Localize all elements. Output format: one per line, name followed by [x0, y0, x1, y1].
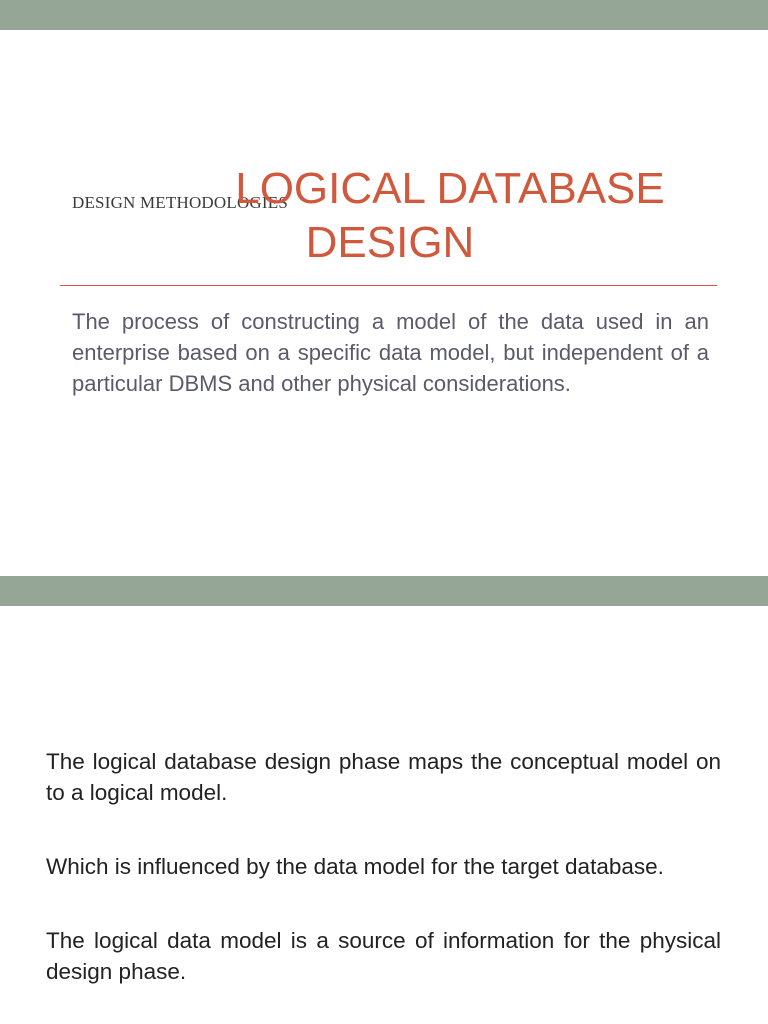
- paragraph-source: The logical data model is a source of information for the physical design phase.: [46, 928, 721, 984]
- paragraph-influence: Which is influenced by the data model for the target database.: [46, 854, 664, 879]
- title-divider: [60, 285, 717, 286]
- paragraph-mapping: The logical database design phase maps the conceptual model on to a logical model.: [46, 749, 721, 805]
- slide-separator-band: [0, 576, 768, 606]
- definition-paragraph: The process of constructing a model of the data used in an enterprise based on a specific data model, but independent of a particular DBMS and other physical considerations.: [72, 309, 709, 396]
- slide-subtitle: DESIGN METHODOLOGIES: [72, 193, 289, 212]
- slide-title: [60, 162, 720, 270]
- slide-title-line-2: DESIGN: [305, 218, 475, 267]
- slide-title-line-1: LOGICAL DATABASE: [235, 164, 665, 213]
- slide2-content: [46, 746, 721, 1024]
- top-header-band: [0, 0, 768, 30]
